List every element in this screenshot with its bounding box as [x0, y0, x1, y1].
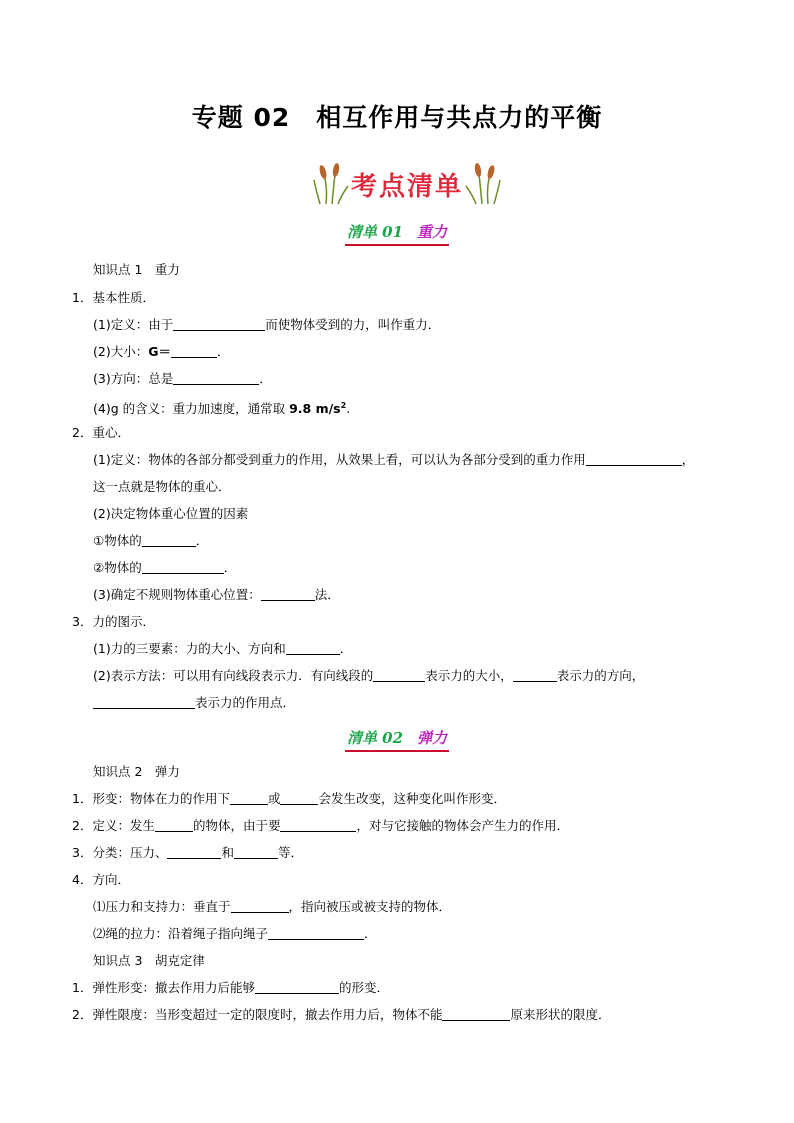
item-2-2: (2)决定物体重心位置的因素: [93, 506, 249, 521]
text: 原来形状的限度．: [510, 1007, 611, 1022]
page-title: 专题 02 相互作用与共点力的平衡: [191, 103, 603, 132]
hooke-item-2: [72, 1007, 610, 1023]
item-3-2-cont: [93, 695, 295, 711]
text: 1．形变：物体在力的作用下: [72, 791, 230, 806]
item-3-1: [93, 641, 352, 657]
text: 等．: [277, 845, 303, 860]
text: ．: [364, 926, 377, 941]
section-heading-1: [0, 221, 794, 246]
item-3-2: [93, 668, 644, 684]
elastic-item-3: [72, 845, 303, 861]
section-heading-2: [0, 727, 794, 752]
text: ．: [195, 533, 209, 548]
elastic-item-1: [72, 791, 506, 807]
blank: [142, 560, 224, 574]
blank: [155, 818, 193, 832]
blank: [286, 641, 340, 655]
item-1-4: [93, 398, 350, 417]
blank: [255, 980, 339, 994]
section-number: 清单 01: [346, 223, 404, 241]
text: 表示力的大小，: [425, 668, 513, 683]
blank: [230, 791, 268, 805]
blank: [268, 926, 364, 940]
banner: [312, 160, 502, 208]
text: .: [346, 401, 351, 417]
text: (3)方向：总是: [93, 371, 174, 386]
blank: [93, 695, 195, 709]
text: G＝: [148, 344, 171, 359]
elastic-item-4: 4．方向．: [72, 872, 130, 887]
elastic-item-2: [72, 818, 569, 834]
text: ，: [681, 452, 695, 467]
text: 的形变．: [338, 980, 389, 995]
text: 会发生改变，这种变化叫作形变．: [318, 791, 506, 806]
item-1-2: [93, 344, 230, 360]
text: (1)定义：由于: [93, 317, 174, 332]
text: 和: [221, 845, 234, 860]
text: (2)大小：: [93, 344, 149, 359]
item-1-3: [93, 371, 272, 387]
text: 表示力的方向，: [556, 668, 645, 683]
item-2-3: [93, 587, 340, 603]
blank: [142, 533, 196, 547]
text: 法．: [314, 587, 340, 602]
text: ②物体的: [93, 560, 142, 575]
text: 2．定义：发生: [72, 818, 155, 833]
text: 或: [267, 791, 281, 806]
text: 而使物体受到的力，叫作重力．: [265, 317, 441, 332]
item-2-1-cont: 这一点就是物体的重心．: [93, 479, 231, 494]
blank: [442, 1007, 510, 1021]
text: ．: [223, 560, 237, 575]
text: ，对与它接触的物体会产生力的作用．: [356, 818, 569, 833]
text: 2: [340, 401, 347, 410]
banner-title: 考点清单: [350, 172, 463, 202]
section-name: 重力: [417, 223, 448, 241]
blank: [586, 452, 682, 466]
text: 3．分类：压力、: [72, 845, 168, 860]
text: ．: [339, 641, 353, 656]
text: 9.8 m/s: [289, 401, 341, 417]
hooke-item-1: [72, 980, 389, 996]
text: 1．弹性形变：撤去作用力后能够: [72, 980, 255, 995]
text: 2．弹性限度：当形变超过一定的限度时，撤去作用力后，物体不能: [72, 1007, 443, 1022]
section-number: 清单 02: [346, 729, 404, 747]
text: (3)确定不规则物体重心位置：: [93, 587, 261, 602]
item-3: 3．力的图示．: [72, 614, 155, 629]
blank: [171, 344, 217, 358]
knowledge-point-1: 知识点 1 重力: [93, 262, 180, 277]
text: (2)表示方法：可以用有向线段表示力．有向线段的: [93, 668, 374, 683]
text: (4)g 的含义：重力加速度，通常取: [93, 401, 290, 417]
blank: [173, 371, 259, 385]
item-1: 1．基本性质．: [72, 290, 155, 305]
text: ⑵绳的拉力：沿着绳子指向绳子: [93, 926, 269, 941]
blank: [234, 845, 278, 859]
blank: [373, 668, 425, 682]
knowledge-point-2: 知识点 2 弹力: [93, 764, 180, 779]
blank: [167, 845, 221, 859]
section-name: 弹力: [417, 729, 448, 747]
blank: [231, 899, 289, 913]
item-1-1: [93, 317, 440, 333]
text: (1)定义：物体的各部分都受到重力的作用，从效果上看，可以认为各部分受到的重力作用: [93, 452, 586, 467]
blank: [280, 791, 318, 805]
text: ①物体的: [93, 533, 142, 548]
text: ．: [259, 371, 272, 386]
text: ，指向被压或被支持的物体．: [288, 899, 452, 914]
blank: [261, 587, 315, 601]
knowledge-point-3: 知识点 3 胡克定律: [93, 953, 205, 968]
text: 表示力的作用点．: [195, 695, 296, 710]
item-2-2-b: [93, 560, 236, 576]
blank: [513, 668, 557, 682]
blank: [280, 818, 356, 832]
item-2-2-a: [93, 533, 208, 549]
elastic-item-4-1: [93, 899, 451, 915]
text: (1)力的三要素：力的大小、方向和: [93, 641, 286, 656]
item-2-1: [93, 452, 694, 468]
text: ．: [216, 344, 230, 359]
text: 的物体，由于要: [192, 818, 281, 833]
text: ⑴压力和支持力：垂直于: [93, 899, 231, 914]
item-2: 2．重心．: [72, 425, 130, 440]
blank: [173, 317, 265, 331]
elastic-item-4-2: [93, 926, 377, 942]
